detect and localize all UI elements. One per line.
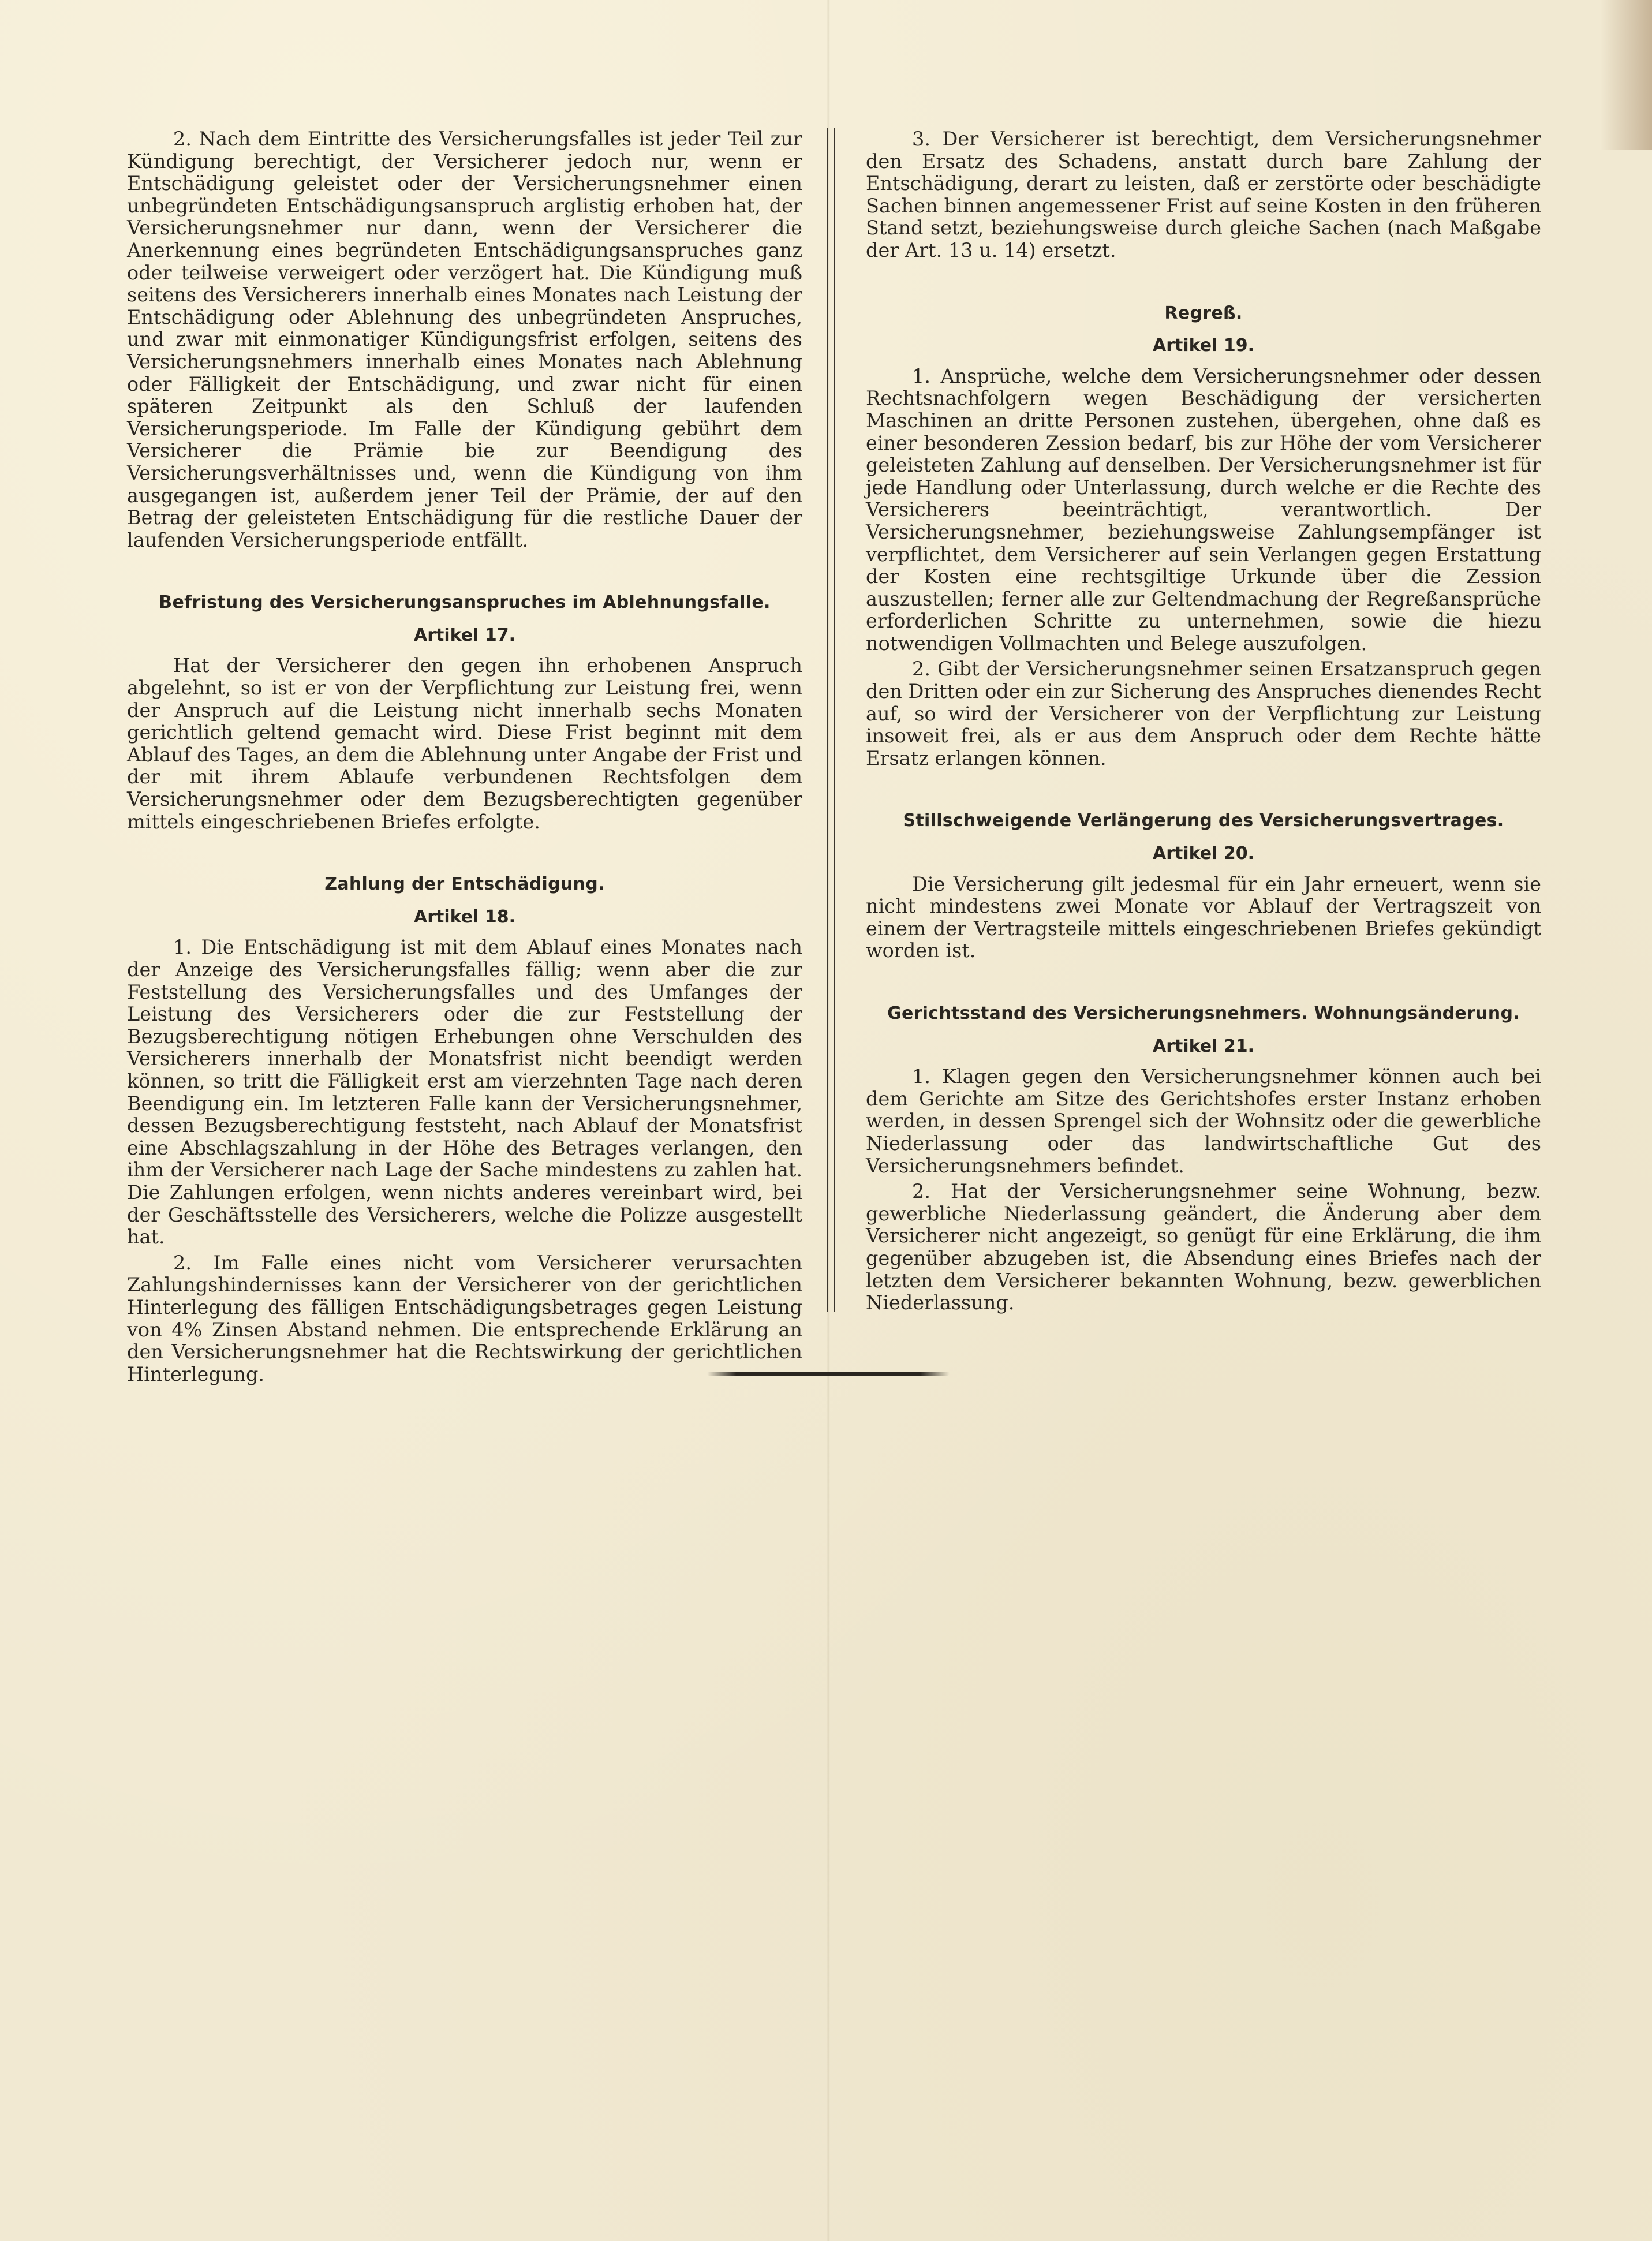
right-column bbox=[866, 128, 1541, 1314]
heading-art21: Gerichtsstand des Versicherungsnehmers. Wohnungsänderung. bbox=[887, 1003, 1520, 1024]
article-21-label: Artikel 21. bbox=[1152, 1036, 1254, 1056]
paragraph-art21-2: 2. Hat der Versicherungsnehmer seine Wohnung, bezw. gewerbliche Niederlassung geändert, die Änderung aber dem Versicherer nicht angezeigt, so genügt für eine Erklärung, die ihm gegenüber abzugeben ist, die Absendung eines Briefes nach der letzten dem Versicherer bekannten Wohnung, bezw. gewerblichen Niederlassung. bbox=[866, 1180, 1541, 1314]
paragraph-art17: Hat der Versicherer den gegen ihn erhobenen Anspruch abgelehnt, so ist er von der Verpflichtung zur Leistung frei, wenn der Anspruch auf die Leistung nicht innerhalb sechs Monaten gerichtlich geltend gemacht wird. Diese Frist beginnt mit dem Ablauf des Tages, an dem die Ablehnung unter Angabe der Frist und der mit ihrem Ablaufe verbundenen Rechtsfolgen dem Versicherungsnehmer oder dem Bezugsberechtigten gegenüber mittels eingeschriebenen Briefes erfolgte. bbox=[127, 654, 802, 833]
article-17-label: Artikel 17. bbox=[413, 625, 515, 645]
paragraph-art18-1: 1. Die Entschädigung ist mit dem Ablauf eines Monates nach der Anzeige des Versicherungsfalles fällig; wenn aber die zur Feststellung des Versicherungsfalles und des Umfanges der Leistung des Versicherers oder die zur Feststellung der Bezugsberechtigung nötigen Erhebungen ohne Verschulden des Versicherers innerhalb der Monatsfrist nicht beendigt werden können, so tritt die Fälligkeit erst am vierzehnten Tage nach deren Beendigung ein. Im letzteren Falle kann der Versicherungsnehmer, dessen Bezugsberechtigung feststeht, nach Ablauf der Monatsfrist eine Abschlagszahlung in der Höhe des Betrages verlangen, den ihm der Versicherer nach Lage der Sache mindestens zu zahlen hat. Die Zahlungen erfolgen, wenn nichts anderes vereinbart wird, bei der Geschäftsstelle des Versicherers, welche die Polizze ausgestellt hat. bbox=[127, 936, 802, 1249]
left-column bbox=[127, 128, 802, 1385]
article-19-label: Artikel 19. bbox=[1152, 335, 1254, 356]
heading-art18: Zahlung der Entschädigung. bbox=[324, 874, 605, 895]
article-18-label: Artikel 18. bbox=[413, 906, 515, 927]
edge-stain bbox=[1600, 0, 1652, 150]
column-divider bbox=[827, 128, 835, 1312]
heading-art17: Befristung des Versicherungsanspruches im Ablehnungsfalle. bbox=[159, 592, 771, 613]
article-20-label: Artikel 20. bbox=[1152, 843, 1254, 864]
paragraph-art16-2: 2. Nach dem Eintritte des Versicherungsfalles ist jeder Teil zur Kündigung berechtigt, der Versicherer jedoch nur, wenn er Entschädigung geleistet oder der Versicherungsnehmer einen unbegründeten Entschädigungsanspruch arglistig erhoben hat, der Versicherungsnehmer nur dann, wenn der Versicherer die Anerkennung eines begründeten Entschädigungsanspruches ganz oder teilweise verweigert oder verzögert hat. Die Kündigung muß seitens des Versicherers innerhalb eines Monates nach Leistung der Entschädigung oder Ablehnung des unbegründeten Anspruches, und zwar mit einmonatiger Kündigungsfrist erfolgen, seitens des Versicherungsnehmers innerhalb eines Monates nach Ablehnung oder Fälligkeit der Entschädigung, und zwar nicht für einen späteren Zeitpunkt als den Schluß der laufenden Versicherungsperiode. Im Falle der Kündigung gebührt dem Versicherer die Prämie bie zur Beendigung des Versicherungsverhältnisses und, wenn die Kündigung von ihm ausgegangen ist, außerdem jener Teil der Prämie, der auf den Betrag der geleisteten Entschädigung für die restliche Dauer der laufenden Versicherungsperiode entfällt. bbox=[127, 128, 802, 551]
heading-art19: Regreß. bbox=[1164, 302, 1243, 323]
paragraph-art19-1: 1. Ansprüche, welche dem Versicherungsnehmer oder dessen Rechtsnachfolgern wegen Beschädigung der versicherten Maschinen an dritte Personen zustehen, übergehen, ohne daß es einer besonderen Zession bedarf, bis zur Höhe der vom Versicherer geleisteten Zahlung auf denselben. Der Versicherungsnehmer ist für jede Handlung oder Unterlassung, durch welche er die Rechte des Versicherers beeinträchtigt, verantwortlich. Der Versicherungsnehmer, beziehungsweise Zahlungsempfänger ist verpflichtet, dem Versicherer auf sein Verlangen gegen Erstattung der Kosten eine rechtsgiltige Urkunde über die Zession auszustellen; ferner alle zur Geltendmachung der Regreßansprüche erforderlichen Schritte zu unternehmen, sowie die hiezu notwendigen Vollmachten und Belege auszufolgen. bbox=[866, 364, 1541, 655]
paragraph-art18-2: 2. Im Falle eines nicht vom Versicherer verursachten Zahlungshindernisses kann der Versicherer von der gerichtlichen Hinterlegung des fälligen Entschädigungsbetrages gegen Leistung von 4% Zinsen Abstand nehmen. Die entsprechende Erklärung an den Versicherungsnehmer hat die Rechtswirkung der gerichtlichen Hinterlegung. bbox=[127, 1251, 802, 1385]
end-ornament-rule bbox=[707, 1372, 950, 1376]
paragraph-art20: Die Versicherung gilt jedesmal für ein Jahr erneuert, wenn sie nicht mindestens zwei Monate vor Ablauf der Vertragszeit von einem der Vertragsteile mittels eingeschriebenen Briefes gekündigt worden ist. bbox=[866, 872, 1541, 962]
paragraph-art19-2: 2. Gibt der Versicherungsnehmer seinen Ersatzanspruch gegen den Dritten oder ein zur Sicherung des Anspruches dienendes Recht auf, so wird der Versicherer von der Verpflichtung zur Leistung insoweit frei, als er aus dem Anspruch oder dem Rechte hätte Ersatz erlangen können. bbox=[866, 658, 1541, 770]
paragraph-art21-1: 1. Klagen gegen den Versicherungsnehmer können auch bei dem Gerichte am Sitze des Gerichtshofes erster Instanz erhoben werden, in dessen Sprengel sich der Wohnsitz oder die gewerbliche Niederlassung oder das landwirtschaftliche Gut des Versicherungsnehmers befindet. bbox=[866, 1065, 1541, 1177]
heading-art20: Stillschweigende Verlängerung des Versicherungsvertrages. bbox=[903, 811, 1504, 831]
paragraph-art18-3: 3. Der Versicherer ist berechtigt, dem Versicherungsnehmer den Ersatz des Schadens, anstatt durch bare Zahlung der Entschädigung, derart zu leisten, daß er zerstörte oder beschädigte Sachen binnen angemessener Frist auf seine Kosten in den früheren Stand setzt, beziehungsweise durch gleiche Sachen (nach Maßgabe der Art. 13 u. 14) ersetzt. bbox=[866, 128, 1541, 262]
